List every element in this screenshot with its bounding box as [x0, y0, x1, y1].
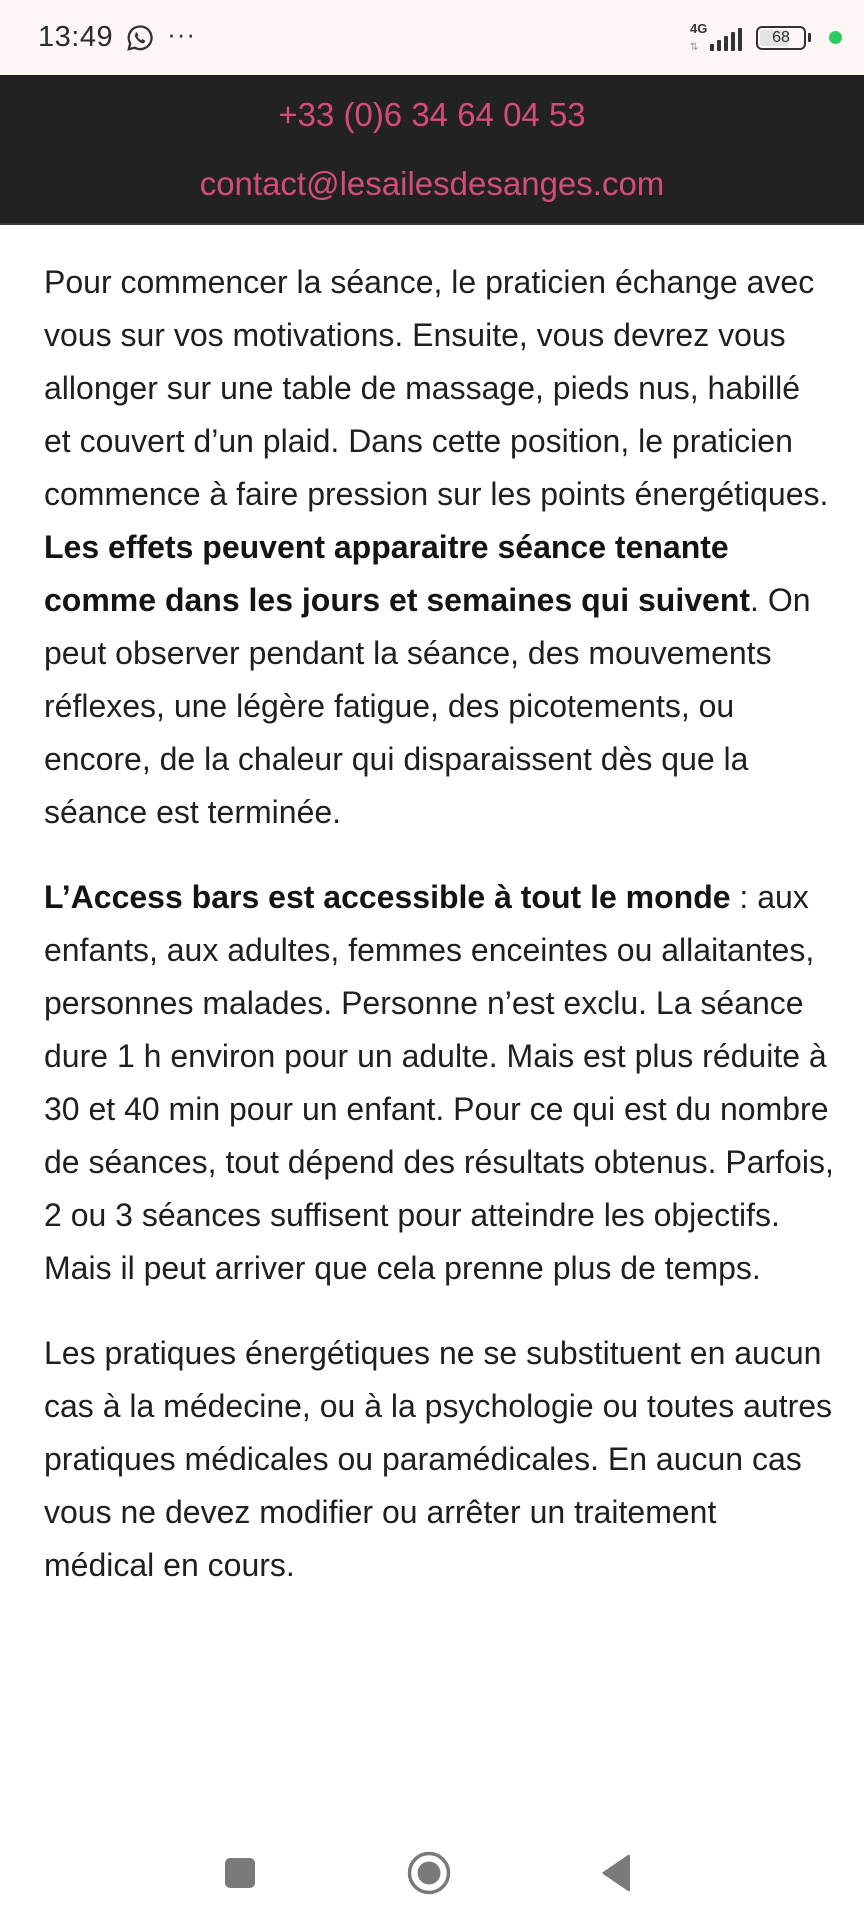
emphasis-effects: Les effets peuvent apparaitre séance tenante comme dans les jours et semaines qui suivent [44, 529, 751, 618]
emphasis-accessible: L’Access bars est accessible à tout le monde [44, 879, 731, 915]
phone-link[interactable]: +33 (0)6 34 64 04 53 [278, 96, 586, 133]
battery-tip [808, 33, 811, 42]
battery-icon [756, 26, 811, 50]
battery-body [756, 26, 806, 50]
home-circle-icon [406, 1850, 452, 1896]
signal-bars [710, 28, 742, 51]
recent-apps-button[interactable] [215, 1848, 265, 1898]
home-button[interactable] [404, 1848, 454, 1898]
battery-level: 68 [772, 28, 790, 46]
status-right [688, 20, 842, 53]
paragraph-text: : aux enfants, aux adultes, femmes enceintes ou allaitantes, personnes malades. Personne n’est exclu. La séance dure 1 h environ pour un adulte. Mais est plus réduite à 30 et 40 min pour un enfant. Pour ce qui est du nombre de séances, tout dépend des résultats obtenus. Parfois, 2 ou 3 séances suffisent pour atteindre les objectifs. Mais il peut arriver que cela prenne plus de temps. [44, 879, 834, 1286]
paragraph-accessibility [44, 871, 834, 1295]
email-link[interactable]: contact@lesailesdesanges.com [199, 165, 665, 202]
cell-signal-icon [688, 20, 742, 53]
paragraph-text: Pour commencer la séance, le praticien échange avec vous sur vos motivations. Ensuite, vous devrez vous allonger sur une table de massage, pieds nus, habillé et couvert d’un plaid. Dans cette position, le praticien commence à faire pression sur les points énergétiques. [44, 264, 829, 512]
paragraph-text: . On peut observer pendant la séance, des mouvements réflexes, une légère fatigue, des picotements, ou encore, de la chaleur qui disparaissent dès que la séance est terminée. [44, 582, 811, 830]
status-bar [0, 0, 864, 75]
contact-bar [0, 75, 864, 225]
status-time: 13:49 [38, 21, 114, 53]
paragraph-text: Les pratiques énergétiques ne se substituent en aucun cas à la médecine, ou à la psychologie ou toutes autres pratiques médicales ou paramédicales. En aucun cas vous ne devez modifier ou arrêter un traitement médical en cours. [44, 1335, 833, 1583]
article-content [44, 256, 834, 1624]
data-arrows-icon: ⇅ [690, 41, 699, 53]
navigation-bar [0, 1820, 864, 1920]
square-icon [223, 1856, 257, 1890]
status-left [38, 21, 196, 54]
paragraph-disclaimer [44, 1327, 834, 1592]
paragraph-session-description [44, 256, 834, 839]
back-triangle-icon [600, 1853, 634, 1893]
whatsapp-icon [125, 23, 155, 53]
more-dots-icon: ··· [167, 19, 197, 49]
network-type: 4G [690, 20, 708, 36]
privacy-indicator-dot [829, 31, 842, 44]
back-button[interactable] [592, 1848, 642, 1898]
